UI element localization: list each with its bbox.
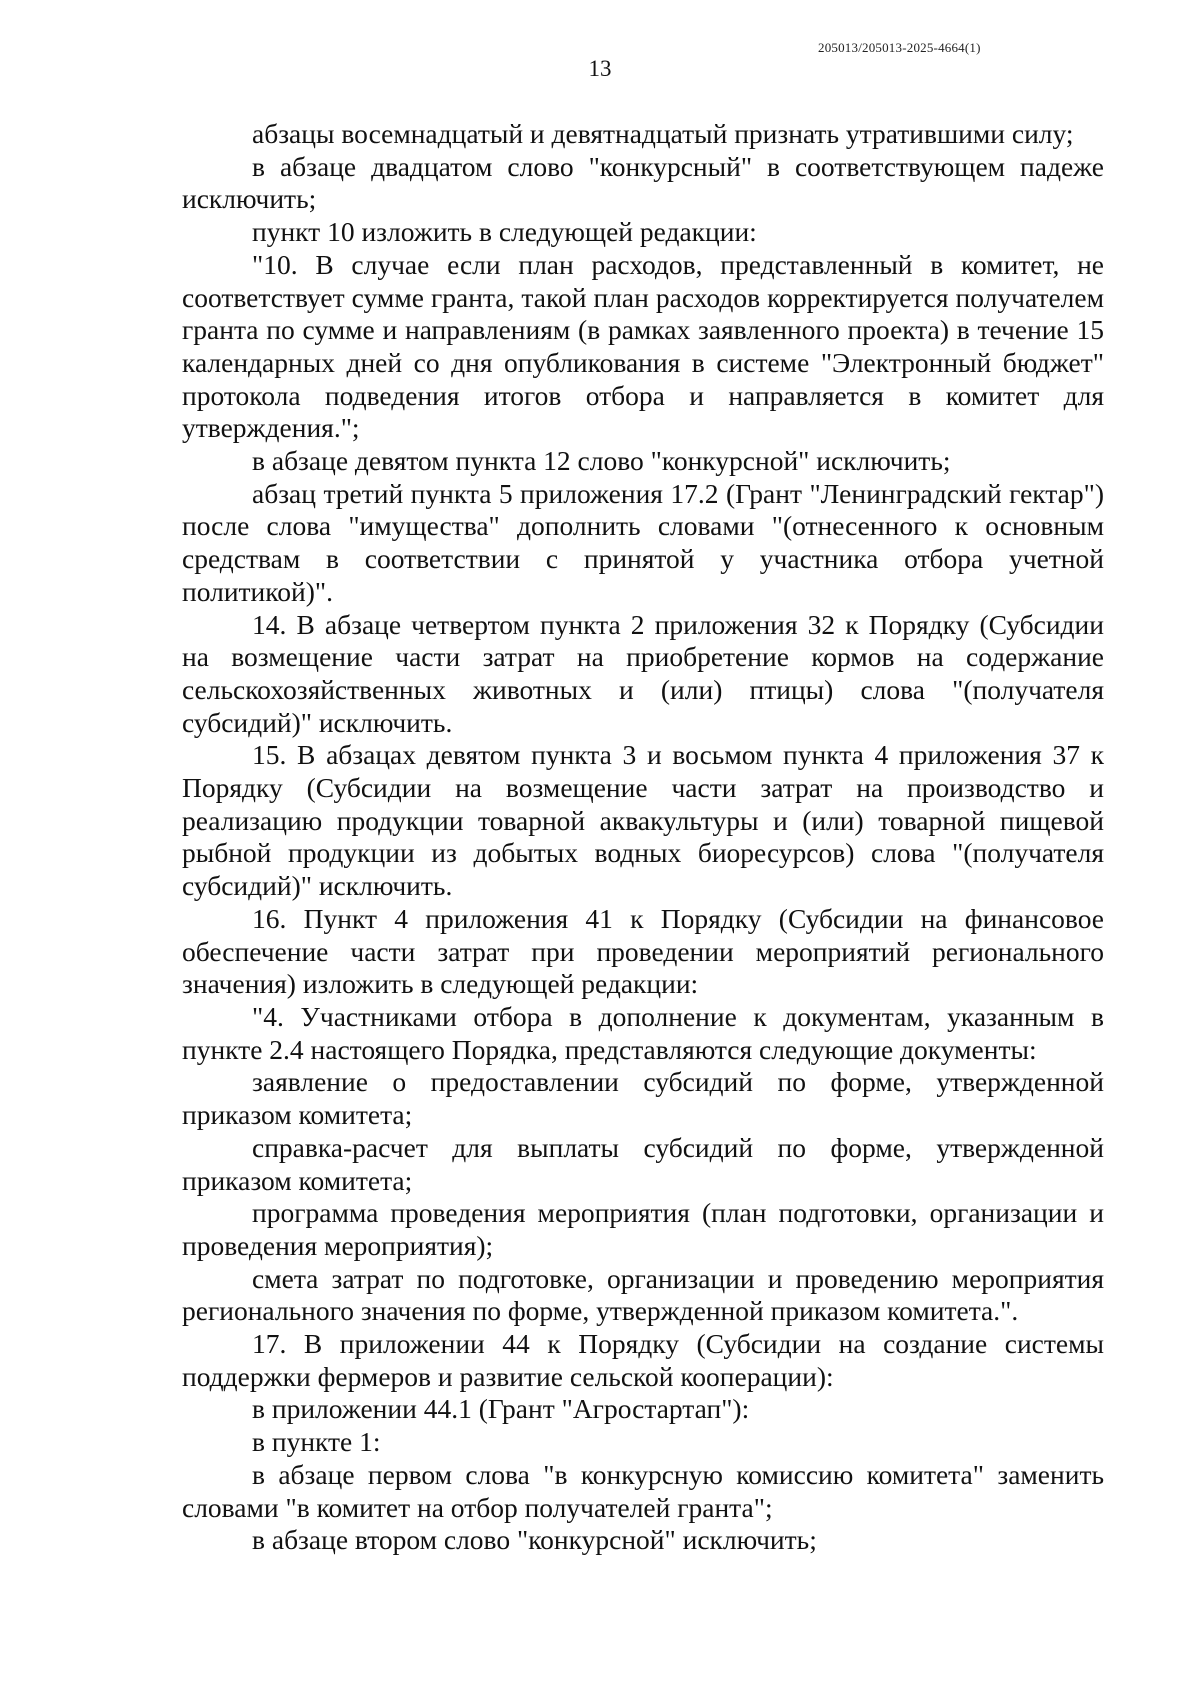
paragraph: абзац третий пункта 5 приложения 17.2 (Грант "Ленинградский гектар") после слова "имущества" дополнить словами "(отнесенного к основным средствам в соответствии с принятой у участника отбора учетной политикой)". [182,477,1104,607]
paragraph: заявление о предоставлении субсидий по форме, утвержденной приказом комитета; [182,1066,1104,1131]
paragraph: 17. В приложении 44 к Порядку (Субсидии на создание системы поддержки фермеров и развитие сельской кооперации): [182,1328,1104,1392]
document-id: 205013/205013-2025-4664(1) [818,40,981,55]
paragraph: в приложении 44.1 (Грант "Агростартап"): [252,1393,750,1425]
paragraph: "10. В случае если план расходов, представленный в комитет, не соответствует сумме гранта, такой план расходов корректируется получателем гранта по сумме и направлениям (в рамках заявленного проекта) в течение 15 календарных дней со дня опубликования в системе "Электронный бюджет" протокола подведения итогов отбора и направляется в комитет для утверждения."; [182,248,1104,444]
document-body [182,118,1104,1557]
paragraph: в абзаце двадцатом слово "конкурсный" в соответствующем падеже исключить; [182,150,1104,215]
paragraph: в абзаце первом слова "в конкурсную комиссию комитета" заменить словами "в комитет на отбор получателей гранта"; [182,1458,1104,1523]
paragraph: смета затрат по подготовке, организации и проведению мероприятия регионального значения по форме, утвержденной приказом комитета.". [182,1262,1104,1327]
paragraph: в абзаце девятом пункта 12 слово "конкурсной" исключить; [252,445,951,477]
page-number: 13 [588,56,612,81]
paragraph: в пункте 1: [252,1426,381,1458]
paragraph: пункт 10 изложить в следующей редакции: [252,216,757,248]
paragraph: в абзаце втором слово "конкурсной" исключить; [252,1524,817,1556]
paragraph: программа проведения мероприятия (план подготовки, организации и проведения мероприятия); [182,1197,1104,1261]
paragraph: "4. Участниками отбора в дополнение к документам, указанным в пункте 2.4 настоящего Порядка, представляются следующие документы: [182,1000,1104,1065]
paragraph: 14. В абзаце четвертом пункта 2 приложения 32 к Порядку (Субсидии на возмещение части затрат на приобретение кормов на содержание сельскохозяйственных животных и (или) птицы) слова "(получателя субсидий)" исключить. [182,608,1104,738]
paragraph: абзацы восемнадцатый и девятнадцатый признать утратившими силу; [252,118,1074,149]
paragraph: 16. Пункт 4 приложения 41 к Порядку (Субсидии на финансовое обеспечение части затрат при проведении мероприятий регионального значения) изложить в следующей редакции: [182,902,1104,1000]
paragraph: 15. В абзацах девятом пункта 3 и восьмом пункта 4 приложения 37 к Порядку (Субсидии на возмещение части затрат на производство и реализацию продукции товарной аквакультуры и (или) товарной пищевой рыбной продукции из добытых водных биоресурсов) слова "(получателя субсидий)" исключить. [182,739,1104,902]
paragraph: справка-расчет для выплаты субсидий по форме, утвержденной приказом комитета; [182,1131,1104,1196]
